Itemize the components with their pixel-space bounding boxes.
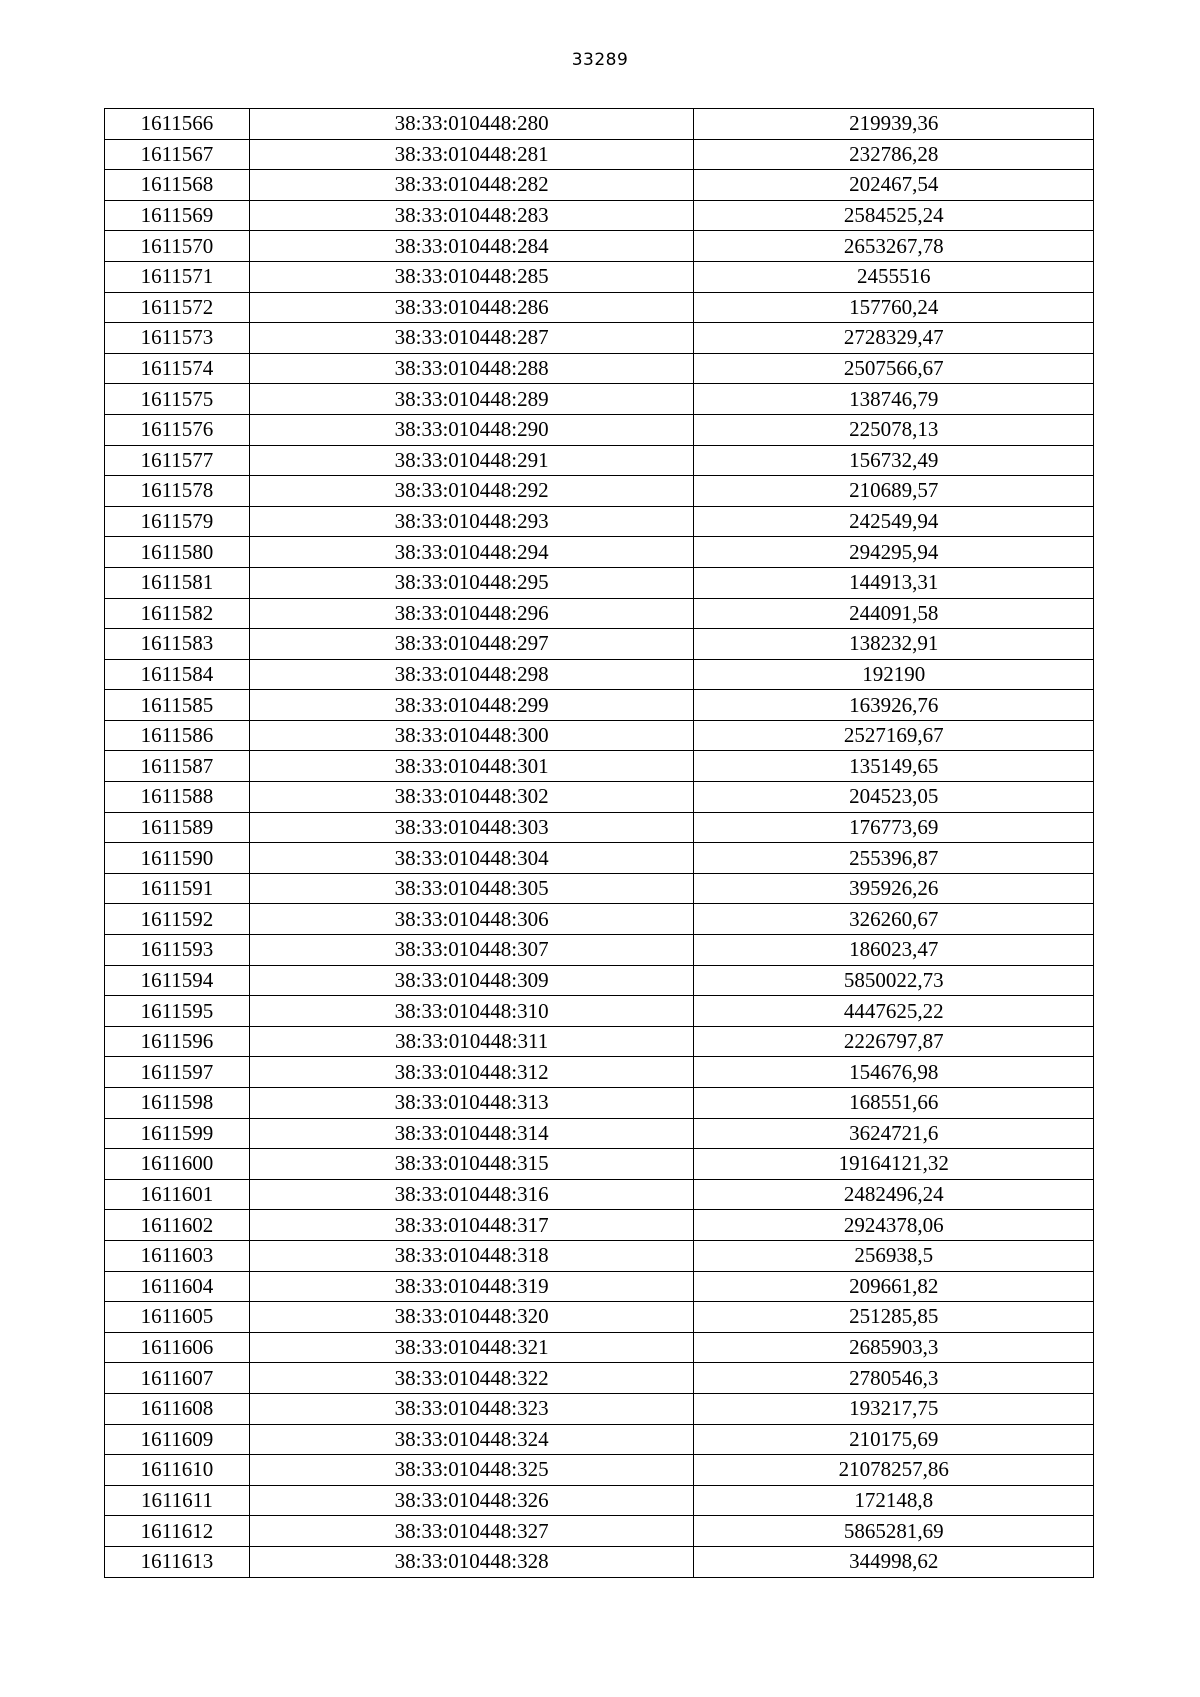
record-number-cell: 1611584 bbox=[105, 659, 250, 690]
record-number-cell: 1611572 bbox=[105, 292, 250, 323]
record-number-cell: 1611586 bbox=[105, 720, 250, 751]
record-number-cell: 1611578 bbox=[105, 476, 250, 507]
record-number-cell: 1611603 bbox=[105, 1240, 250, 1271]
record-number-cell: 1611588 bbox=[105, 782, 250, 813]
table-row bbox=[105, 1118, 1094, 1149]
cadastral-number-cell: 38:33:010448:288 bbox=[249, 353, 694, 384]
page-number: 33289 bbox=[571, 50, 629, 70]
value-cell: 157760,24 bbox=[694, 292, 1094, 323]
cadastral-number-cell: 38:33:010448:316 bbox=[249, 1179, 694, 1210]
record-number-cell: 1611605 bbox=[105, 1302, 250, 1333]
cadastral-number-cell: 38:33:010448:297 bbox=[249, 629, 694, 660]
cadastral-number-cell: 38:33:010448:328 bbox=[249, 1546, 694, 1577]
value-cell: 326260,67 bbox=[694, 904, 1094, 935]
record-number-cell: 1611566 bbox=[105, 109, 250, 140]
table-row bbox=[105, 843, 1094, 874]
table-row bbox=[105, 231, 1094, 262]
value-cell: 3624721,6 bbox=[694, 1118, 1094, 1149]
table-row bbox=[105, 1057, 1094, 1088]
cadastral-number-cell: 38:33:010448:284 bbox=[249, 231, 694, 262]
value-cell: 193217,75 bbox=[694, 1393, 1094, 1424]
cadastral-number-cell: 38:33:010448:283 bbox=[249, 200, 694, 231]
value-cell: 172148,8 bbox=[694, 1485, 1094, 1516]
table-row bbox=[105, 1088, 1094, 1119]
cadastral-number-cell: 38:33:010448:325 bbox=[249, 1455, 694, 1486]
record-number-cell: 1611609 bbox=[105, 1424, 250, 1455]
cadastral-number-cell: 38:33:010448:324 bbox=[249, 1424, 694, 1455]
record-number-cell: 1611580 bbox=[105, 537, 250, 568]
record-number-cell: 1611573 bbox=[105, 323, 250, 354]
cadastral-number-cell: 38:33:010448:291 bbox=[249, 445, 694, 476]
value-cell: 2507566,67 bbox=[694, 353, 1094, 384]
record-number-cell: 1611597 bbox=[105, 1057, 250, 1088]
value-cell: 242549,94 bbox=[694, 506, 1094, 537]
record-number-cell: 1611592 bbox=[105, 904, 250, 935]
table-row bbox=[105, 139, 1094, 170]
value-cell: 202467,54 bbox=[694, 170, 1094, 201]
cadastral-number-cell: 38:33:010448:305 bbox=[249, 873, 694, 904]
cadastral-number-cell: 38:33:010448:282 bbox=[249, 170, 694, 201]
record-number-cell: 1611585 bbox=[105, 690, 250, 721]
table-row bbox=[105, 629, 1094, 660]
table-row bbox=[105, 782, 1094, 813]
value-cell: 294295,94 bbox=[694, 537, 1094, 568]
table-row bbox=[105, 109, 1094, 140]
cadastral-number-cell: 38:33:010448:303 bbox=[249, 812, 694, 843]
cadastral-number-cell: 38:33:010448:321 bbox=[249, 1332, 694, 1363]
table-row bbox=[105, 812, 1094, 843]
table-row bbox=[105, 1240, 1094, 1271]
value-cell: 19164121,32 bbox=[694, 1149, 1094, 1180]
cadastral-number-cell: 38:33:010448:293 bbox=[249, 506, 694, 537]
value-cell: 138746,79 bbox=[694, 384, 1094, 415]
value-cell: 168551,66 bbox=[694, 1088, 1094, 1119]
record-number-cell: 1611581 bbox=[105, 567, 250, 598]
cadastral-number-cell: 38:33:010448:281 bbox=[249, 139, 694, 170]
table-row bbox=[105, 720, 1094, 751]
record-number-cell: 1611612 bbox=[105, 1516, 250, 1547]
cadastral-number-cell: 38:33:010448:327 bbox=[249, 1516, 694, 1547]
cadastral-number-cell: 38:33:010448:309 bbox=[249, 965, 694, 996]
record-number-cell: 1611591 bbox=[105, 873, 250, 904]
value-cell: 176773,69 bbox=[694, 812, 1094, 843]
cadastral-number-cell: 38:33:010448:314 bbox=[249, 1118, 694, 1149]
table-body bbox=[105, 109, 1094, 1578]
record-number-cell: 1611608 bbox=[105, 1393, 250, 1424]
record-number-cell: 1611590 bbox=[105, 843, 250, 874]
cadastral-number-cell: 38:33:010448:310 bbox=[249, 996, 694, 1027]
table-row bbox=[105, 1546, 1094, 1577]
cadastral-number-cell: 38:33:010448:292 bbox=[249, 476, 694, 507]
cadastral-number-cell: 38:33:010448:285 bbox=[249, 261, 694, 292]
record-number-cell: 1611567 bbox=[105, 139, 250, 170]
record-number-cell: 1611606 bbox=[105, 1332, 250, 1363]
table-row bbox=[105, 384, 1094, 415]
value-cell: 4447625,22 bbox=[694, 996, 1094, 1027]
table-row bbox=[105, 261, 1094, 292]
value-cell: 154676,98 bbox=[694, 1057, 1094, 1088]
table-row bbox=[105, 1179, 1094, 1210]
value-cell: 2584525,24 bbox=[694, 200, 1094, 231]
value-cell: 163926,76 bbox=[694, 690, 1094, 721]
cadastral-number-cell: 38:33:010448:300 bbox=[249, 720, 694, 751]
record-number-cell: 1611613 bbox=[105, 1546, 250, 1577]
cadastral-number-cell: 38:33:010448:315 bbox=[249, 1149, 694, 1180]
record-number-cell: 1611574 bbox=[105, 353, 250, 384]
value-cell: 186023,47 bbox=[694, 935, 1094, 966]
cadastral-number-cell: 38:33:010448:312 bbox=[249, 1057, 694, 1088]
value-cell: 5865281,69 bbox=[694, 1516, 1094, 1547]
value-cell: 135149,65 bbox=[694, 751, 1094, 782]
table-row bbox=[105, 659, 1094, 690]
value-cell: 210175,69 bbox=[694, 1424, 1094, 1455]
cadastral-number-cell: 38:33:010448:296 bbox=[249, 598, 694, 629]
cadastral-number-cell: 38:33:010448:280 bbox=[249, 109, 694, 140]
table-row bbox=[105, 1332, 1094, 1363]
cadastral-number-cell: 38:33:010448:311 bbox=[249, 1026, 694, 1057]
value-cell: 192190 bbox=[694, 659, 1094, 690]
cadastral-number-cell: 38:33:010448:322 bbox=[249, 1363, 694, 1394]
table-row bbox=[105, 200, 1094, 231]
value-cell: 2455516 bbox=[694, 261, 1094, 292]
cadastral-number-cell: 38:33:010448:323 bbox=[249, 1393, 694, 1424]
cadastral-number-cell: 38:33:010448:306 bbox=[249, 904, 694, 935]
value-cell: 156732,49 bbox=[694, 445, 1094, 476]
record-number-cell: 1611571 bbox=[105, 261, 250, 292]
cadastral-number-cell: 38:33:010448:299 bbox=[249, 690, 694, 721]
table-row bbox=[105, 1424, 1094, 1455]
record-number-cell: 1611568 bbox=[105, 170, 250, 201]
value-cell: 244091,58 bbox=[694, 598, 1094, 629]
cadastral-number-cell: 38:33:010448:298 bbox=[249, 659, 694, 690]
record-number-cell: 1611595 bbox=[105, 996, 250, 1027]
table-row bbox=[105, 904, 1094, 935]
cadastral-number-cell: 38:33:010448:286 bbox=[249, 292, 694, 323]
record-number-cell: 1611611 bbox=[105, 1485, 250, 1516]
cadastral-number-cell: 38:33:010448:289 bbox=[249, 384, 694, 415]
table-row bbox=[105, 1149, 1094, 1180]
table-row bbox=[105, 1485, 1094, 1516]
table-row bbox=[105, 414, 1094, 445]
value-cell: 219939,36 bbox=[694, 109, 1094, 140]
table-row bbox=[105, 873, 1094, 904]
table-row bbox=[105, 445, 1094, 476]
table-row bbox=[105, 690, 1094, 721]
table-row bbox=[105, 567, 1094, 598]
cadastral-number-cell: 38:33:010448:294 bbox=[249, 537, 694, 568]
record-number-cell: 1611576 bbox=[105, 414, 250, 445]
record-number-cell: 1611587 bbox=[105, 751, 250, 782]
cadastral-number-cell: 38:33:010448:317 bbox=[249, 1210, 694, 1241]
value-cell: 344998,62 bbox=[694, 1546, 1094, 1577]
record-number-cell: 1611610 bbox=[105, 1455, 250, 1486]
record-number-cell: 1611577 bbox=[105, 445, 250, 476]
value-cell: 232786,28 bbox=[694, 139, 1094, 170]
cadastral-number-cell: 38:33:010448:304 bbox=[249, 843, 694, 874]
data-table bbox=[104, 108, 1094, 1578]
table-row bbox=[105, 751, 1094, 782]
cadastral-number-cell: 38:33:010448:320 bbox=[249, 1302, 694, 1333]
record-number-cell: 1611594 bbox=[105, 965, 250, 996]
cadastral-number-cell: 38:33:010448:302 bbox=[249, 782, 694, 813]
value-cell: 2653267,78 bbox=[694, 231, 1094, 262]
value-cell: 251285,85 bbox=[694, 1302, 1094, 1333]
record-number-cell: 1611596 bbox=[105, 1026, 250, 1057]
value-cell: 2685903,3 bbox=[694, 1332, 1094, 1363]
value-cell: 204523,05 bbox=[694, 782, 1094, 813]
cadastral-number-cell: 38:33:010448:326 bbox=[249, 1485, 694, 1516]
value-cell: 225078,13 bbox=[694, 414, 1094, 445]
value-cell: 2527169,67 bbox=[694, 720, 1094, 751]
cadastral-number-cell: 38:33:010448:301 bbox=[249, 751, 694, 782]
record-number-cell: 1611569 bbox=[105, 200, 250, 231]
table-row bbox=[105, 1210, 1094, 1241]
value-cell: 21078257,86 bbox=[694, 1455, 1094, 1486]
table-row bbox=[105, 935, 1094, 966]
value-cell: 2780546,3 bbox=[694, 1363, 1094, 1394]
record-number-cell: 1611575 bbox=[105, 384, 250, 415]
table-row bbox=[105, 537, 1094, 568]
cadastral-number-cell: 38:33:010448:295 bbox=[249, 567, 694, 598]
cadastral-number-cell: 38:33:010448:307 bbox=[249, 935, 694, 966]
value-cell: 144913,31 bbox=[694, 567, 1094, 598]
value-cell: 210689,57 bbox=[694, 476, 1094, 507]
value-cell: 395926,26 bbox=[694, 873, 1094, 904]
cadastral-number-cell: 38:33:010448:318 bbox=[249, 1240, 694, 1271]
record-number-cell: 1611598 bbox=[105, 1088, 250, 1119]
value-cell: 2482496,24 bbox=[694, 1179, 1094, 1210]
table-row bbox=[105, 323, 1094, 354]
table-row bbox=[105, 598, 1094, 629]
table-row bbox=[105, 506, 1094, 537]
table-row bbox=[105, 996, 1094, 1027]
table-row bbox=[105, 1302, 1094, 1333]
cadastral-number-cell: 38:33:010448:290 bbox=[249, 414, 694, 445]
record-number-cell: 1611579 bbox=[105, 506, 250, 537]
cadastral-number-cell: 38:33:010448:313 bbox=[249, 1088, 694, 1119]
value-cell: 138232,91 bbox=[694, 629, 1094, 660]
cadastral-number-cell: 38:33:010448:287 bbox=[249, 323, 694, 354]
record-number-cell: 1611593 bbox=[105, 935, 250, 966]
table-row bbox=[105, 1455, 1094, 1486]
value-cell: 2924378,06 bbox=[694, 1210, 1094, 1241]
record-number-cell: 1611589 bbox=[105, 812, 250, 843]
table-row bbox=[105, 965, 1094, 996]
record-number-cell: 1611583 bbox=[105, 629, 250, 660]
value-cell: 209661,82 bbox=[694, 1271, 1094, 1302]
record-number-cell: 1611570 bbox=[105, 231, 250, 262]
value-cell: 2226797,87 bbox=[694, 1026, 1094, 1057]
record-number-cell: 1611582 bbox=[105, 598, 250, 629]
table-row bbox=[105, 170, 1094, 201]
record-number-cell: 1611602 bbox=[105, 1210, 250, 1241]
table-row bbox=[105, 1271, 1094, 1302]
value-cell: 5850022,73 bbox=[694, 965, 1094, 996]
record-number-cell: 1611607 bbox=[105, 1363, 250, 1394]
value-cell: 256938,5 bbox=[694, 1240, 1094, 1271]
record-number-cell: 1611604 bbox=[105, 1271, 250, 1302]
table-row bbox=[105, 1363, 1094, 1394]
value-cell: 2728329,47 bbox=[694, 323, 1094, 354]
table-row bbox=[105, 292, 1094, 323]
record-number-cell: 1611600 bbox=[105, 1149, 250, 1180]
cadastral-number-cell: 38:33:010448:319 bbox=[249, 1271, 694, 1302]
table-row bbox=[105, 1393, 1094, 1424]
record-number-cell: 1611601 bbox=[105, 1179, 250, 1210]
record-number-cell: 1611599 bbox=[105, 1118, 250, 1149]
value-cell: 255396,87 bbox=[694, 843, 1094, 874]
table-row bbox=[105, 1516, 1094, 1547]
table-row bbox=[105, 1026, 1094, 1057]
table-row bbox=[105, 476, 1094, 507]
table-row bbox=[105, 353, 1094, 384]
